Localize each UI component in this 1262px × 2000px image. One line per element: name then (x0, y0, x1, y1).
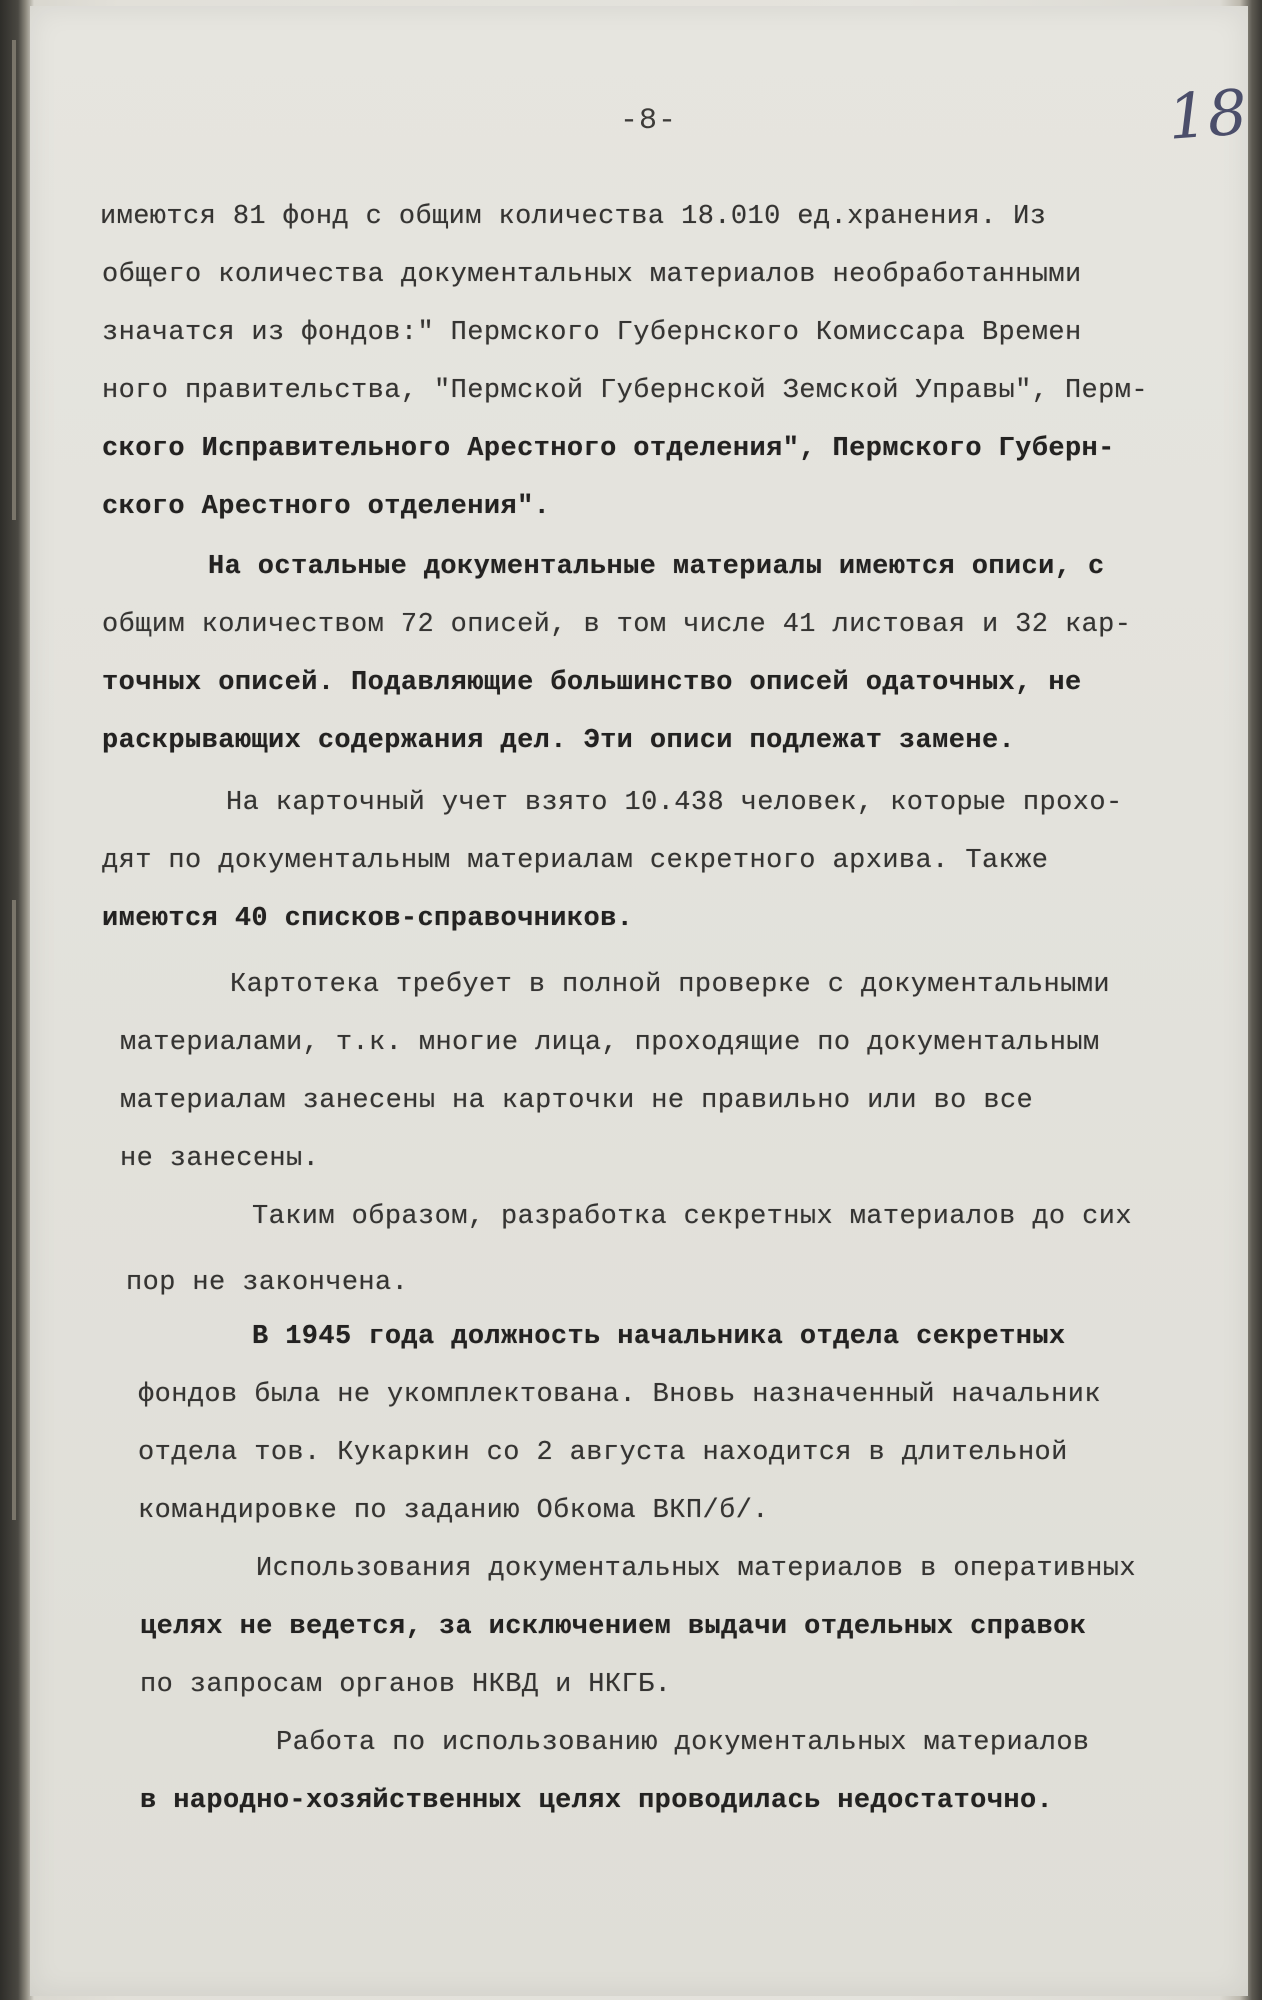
text-line: ного правительства, "Пермской Губернской Земской Управы", Перм- (102, 376, 1148, 406)
text-line: не занесены. (120, 1144, 320, 1174)
text-line: имеются 40 списков-справочников. (102, 904, 634, 934)
text-line: На остальные документальные материалы имеются описи, с (208, 552, 1105, 582)
binding-edge (12, 900, 16, 1520)
text-line: значатся из фондов:" Пермского Губернского Комиссара Времен (102, 318, 1082, 348)
binding-edge (12, 40, 16, 520)
text-line: Таким образом, разработка секретных материалов до сих (252, 1202, 1132, 1232)
document-sheet (30, 6, 1248, 1996)
text-line: раскрывающих содержания дел. Эти описи подлежат замене. (102, 726, 1016, 756)
text-line: Картотека требует в полной проверке с документальными (230, 970, 1110, 1000)
text-line: по запросам органов НКВД и НКГБ. (140, 1670, 672, 1700)
text-line: в народно-хозяйственных целях проводилась недостаточно. (140, 1786, 1054, 1816)
text-line: ского Арестного отделения". (102, 492, 551, 522)
text-line: фондов была не укомплектована. Вновь назначенный начальник (138, 1380, 1101, 1410)
text-line: На карточный учет взято 10.438 человек, которые прохо- (226, 788, 1123, 818)
text-line: общего количества документальных материалов необработанными (102, 260, 1082, 290)
text-line: точных описей. Подавляющие большинство описей одаточных, не (102, 668, 1082, 698)
text-line: командировке по заданию Обкома ВКП/б/. (138, 1496, 769, 1526)
text-line: имеются 81 фонд с общим количества 18.010 ед.хранения. Из (100, 202, 1047, 232)
text-line: целях не ведется, за исключением выдачи отдельных справок (140, 1612, 1087, 1642)
text-line: Работа по использованию документальных материалов (276, 1728, 1090, 1758)
text-line: дят по документальным материалам секретного архива. Также (102, 846, 1049, 876)
text-line: ского Исправительного Арестного отделения", Пермского Губерн- (102, 434, 1115, 464)
text-line: пор не закончена. (126, 1268, 409, 1298)
text-line: материалами, т.к. многие лица, проходящие по документальным (120, 1028, 1100, 1058)
page-number: -8- (620, 104, 678, 138)
text-line: отдела тов. Кукаркин со 2 августа находится в длительной (138, 1438, 1068, 1468)
text-line: материалам занесены на карточки не правильно или во все (120, 1086, 1034, 1116)
text-line: Использования документальных материалов в оперативных (256, 1554, 1136, 1584)
handwritten-folio-number: 18 (1165, 75, 1250, 154)
text-line: общим количеством 72 описей, в том числе 41 листовая и 32 кар- (102, 610, 1132, 640)
text-line: В 1945 года должность начальника отдела секретных (252, 1322, 1066, 1352)
